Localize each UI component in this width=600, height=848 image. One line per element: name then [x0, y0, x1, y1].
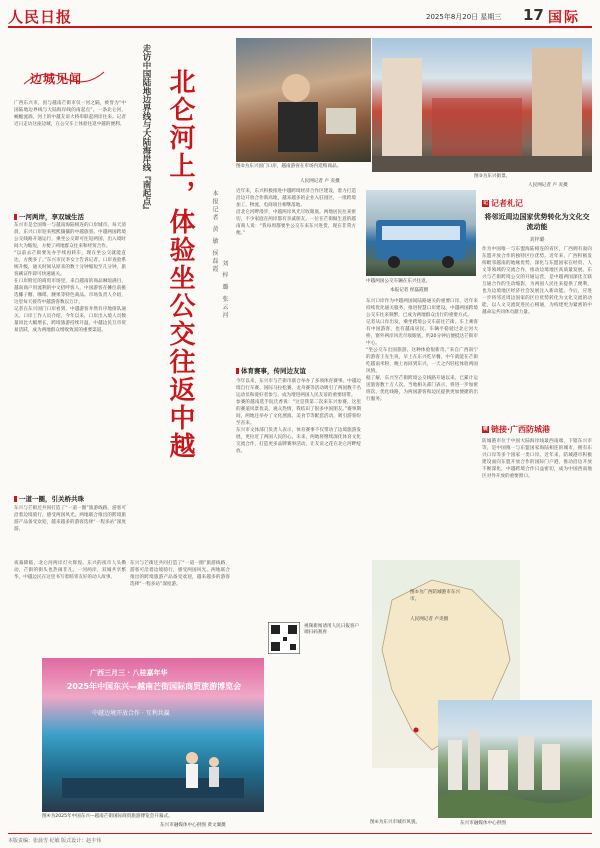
headline-title: 北仑河上，体验坐公交往返中越 — [165, 68, 195, 460]
photo-map-caption: 图⑤为广西防城港市东兴市。 — [410, 590, 461, 602]
paragraph: 东兴与芒街还共同打造了“一道一圈”旅游线路，游客可沿着边境骑行，感受两国风光。两地联合推出的跨境旅游产品备受欢迎，越来越多的游客选择“一程多站”深度游。 — [130, 561, 230, 587]
side-box-heading: 记 记者札记 — [482, 199, 523, 208]
paragraph: 记者在东兴国门口岸看到，中越游客井然有序地排队通关。口岸工作人员介绍，今年以来，口岸出入境人员数量同比大幅增长，跨境旅游持续升温，中越边民互市贸易活跃，成为两地群众增收致富的重要渠道。 — [14, 307, 126, 333]
photo-bus-caption: 中越两国公交车辆在东兴往返。 — [366, 279, 431, 284]
photo-market-caption: 图②为东兴国门口岸，越南游客在市场内选购商品。 — [236, 164, 342, 169]
photo-city — [438, 700, 592, 818]
paragraph: “以前去芒街要先办手续再转车，现在坐公交就能直达，方便多了。”东兴市民李女士告诉记者。口岸查验系统升级，通关时间从原来的数十分钟缩短至几分钟，旅客刷证件即可快速通关。 — [14, 251, 126, 277]
photo-street-image-icon — [372, 38, 592, 172]
section-heading-1: 一河两岸，享双城生活 — [14, 212, 126, 221]
masthead — [8, 6, 592, 28]
paragraph: 今年以来，东兴市与芒街市联合举办了多项体育赛事。中越边境自行车赛、国际马拉松赛、龙舟赛等活动吸引了两国数千名运动员和爱好者参与，成为增进两国人民友谊的重要纽带。 — [236, 379, 361, 398]
article-column — [130, 560, 230, 654]
link-box-heading: 链 链接·广西防城港 — [482, 425, 551, 434]
byline-2: 刘 梓 璐 张云河 — [221, 260, 228, 320]
article-column — [236, 188, 356, 356]
byline-1: 本报记者 黄 敏 侯磊霞 — [211, 190, 218, 274]
article-column — [14, 505, 126, 557]
paragraph: 参赛的越南选手阮氏香说：“这是我第二次来东兴参赛，这里的赛道风景优美，观众热情，我结识了很多中国朋友。”赛事期间，两地还举办了文化展演、美食节等配套活动，吸引游客纷至沓来。 — [236, 400, 361, 426]
note-icon: 记 — [482, 200, 488, 206]
photo-stage-caption: 图④为2025年中国东兴—越南芒街国际商贸旅游博览会开幕式。 — [42, 814, 173, 819]
paragraph: 东兴与芒街还共同打造了“一道一圈”旅游线路，游客可沿着边境骑行，感受两国风光。两地联合推出的跨境旅游产品备受欢迎，越来越多的游客选择“一程多站”深度游。 — [14, 506, 126, 532]
photo-bus — [366, 190, 476, 276]
paragraph: 东兴市文体部门负责人表示，体育赛事不仅带动了边境旅游发展，更拉近了两国人民的心。未来，两地将继续深化体育文化交流合作，打造更多品牌赛事活动，让友谊之花在北仑河畔绽放。 — [236, 428, 361, 454]
heading-bar-icon — [236, 368, 239, 374]
heading-bar-icon — [14, 496, 17, 502]
link-icon: 链 — [482, 426, 488, 432]
page-number: 17 — [523, 6, 544, 24]
photo-market — [236, 38, 371, 162]
paragraph: 记者从口岸出发，乘坐跨境公交车前往芒街。车上乘客有中国游客，也有越南居民。车辆平稳驶过北仑河大桥，窗外两岸风光尽收眼底，约20分钟后便抵达芒街市中心。 — [366, 320, 478, 346]
photo-street — [372, 38, 592, 172]
paragraph: 在口岸附近的商贸市场里，来自越南的商品琳琅满目，越南商户用流利的中文招呼客人，中国游客在摊位前挑选椰子糖、咖啡、腰果等特色商品。市场负责人介绍，这里每天接待中越游客数以万计。 — [14, 279, 126, 305]
photo-stage — [42, 658, 264, 812]
paragraph: 东兴市是全国唯一与越南海陆相连的口岸城市。每天清晨，东兴口岸迎来熙熙攘攘的中越旅客。中越两国跨境公交线路开通运行，乘坐公交即可往返两国，出入境时间大为缩短，方便了两地群众往来和经贸合作。 — [14, 223, 126, 249]
side-box-text: 作为中国唯一与东盟海陆相连的省区，广西拥有面向东盟开放合作的独特区位优势。近年来，广西积极发挥毗邻越南的地缘优势，深化与东盟国家在经贸、人文等领域的交流合作，推动边境地区高质量发展。东兴与芒街跨境公交的开通运营，是中越两国深化互联互通合作的生动缩影，为两国人民往来提供了便利，也为边境地区经济社会发展注入新动能。今后，应进一步将邻近周边国家的区位优势转化为文化交流的动能，以人文交流促进民心相通，为构建更为紧密的中越命运共同体贡献力量。 — [482, 247, 592, 315]
photo-city-credit: 东兴市融媒体中心供图 — [460, 821, 506, 826]
stage-banner-top: 广西三月三 · 八桂嘉年华 — [90, 669, 168, 677]
section-heading-3: 一道一圈，引关桥共珠 — [14, 494, 126, 503]
stage-performers-icon — [42, 658, 264, 812]
qr-box — [268, 620, 362, 656]
photo-city-caption: 图⑥为东兴市城市风貌。 — [370, 820, 421, 825]
photo-stage-credit: 东兴市融媒体中心供图 黄文翼摄 — [160, 823, 226, 828]
paragraph: 夜幕降临，北仑河两岸灯火辉煌。东兴的夜市人头攒动，芒街的街头也热闹非凡。一河两岸，双城共享繁华，中越边民在这里书写着睦邻友好的动人故事。 — [14, 561, 126, 580]
issue-date: 2025年8月20日 星期三 — [426, 13, 502, 21]
link-box-text: 防城港市位于中国大陆海岸线最西南端，下辖东兴市等，是中国唯一与东盟国家海陆相连的城市，拥有东兴口岸等多个国家一类口岸。近年来，防城港市积极建设面向东盟开放合作的国际门户港，推动沿边开放不断深化，中越跨境合作日益密切，成为中国西南地区对外开放的重要窗口。 — [482, 439, 592, 479]
paragraph: 东兴口岸作为中越两国间陆路通关的重要口岸，近年来持续优化通关服务，推进智慧口岸建设。中越两国跨境公交车往来频繁，已成为两地群众出行的重要方式。 — [366, 299, 478, 318]
footer-editors: 本版责编：张晨雪 纪敏 版式设计：赵丰伟 — [8, 833, 592, 844]
photo-city-image-icon — [438, 700, 592, 818]
side-box-author: 刘梓璐 — [529, 237, 545, 243]
photo-street-credit: 人民网记者 卢 炎摄 — [528, 183, 568, 188]
photo-map-credit: 人民网记者 卢炎摄 — [410, 617, 449, 622]
stage-banner-sub: 中越边境开放合作 · 互利共赢 — [92, 710, 170, 717]
paragraph: 据了解，东兴至芒街跨境公交线路开通以来，已累计运送旅客数十万人次。当地相关部门表示，将进一步加密班次、优化线路，为两国游客和边民提供更加便捷的出行服务。 — [366, 376, 478, 402]
heading-bar-icon — [14, 214, 17, 220]
stage-banner-main: 2025年中国东兴—越南芒街国际商贸旅游博览会 — [66, 682, 242, 691]
paragraph: 近年来，东兴积极推进中越跨境经济合作区建设，着力打造沿边开放合作新高地，越来越多的企业入驻园区，一批跨境加工、物流、电商项目相继落地。 — [236, 189, 356, 208]
section-name: 国际 — [548, 10, 580, 26]
paragraph: “坐公交车出国旅游，这种体验很新奇。”来自广西南宁的游客王先生说，早上在东兴吃早餐，中午就能在芒街吃越南米粉，晚上再回到东兴，一天之内轻松体验两国风情。 — [366, 348, 478, 374]
newspaper-logo: 人民日报 — [8, 8, 73, 26]
qr-code-icon[interactable] — [268, 622, 300, 654]
intro-paragraph: 广西东兴市，因与越南芒街市仅一河之隔，被誉为“中国陆地边界线与大陆海岸线的南起点”。一条北仑河，蜿蜒流淌，河上的中越友谊大桥串联起两岸往来。记者近日走访这座边城，在公交车上体验往返中越的便利。 — [14, 101, 126, 127]
photo-market-image-icon — [236, 38, 371, 162]
column-logo — [22, 64, 106, 90]
photo-market-credit: 人民网记者 卢 炎摄 — [300, 179, 340, 184]
column-name: 边城见闻 — [30, 72, 83, 86]
article-column — [14, 222, 126, 490]
article-column — [236, 378, 361, 550]
article-column — [366, 298, 478, 494]
photo-street-caption: 图③为东兴街景。 — [474, 174, 511, 179]
article-column — [14, 560, 126, 654]
paragraph: 沿北仑河畔漫步，中越两岸风光尽收眼底。两地居民往来密切，不少家庭在两岸都有亲戚朋友。一位在芒街做生意的越南商人说：“我每周都要坐公交车来东兴进货，现在非常方便。” — [236, 210, 356, 236]
side-box-title: 将邻近周边国家优势转化为文化交流动能 — [484, 213, 590, 231]
section-heading-2: 体育赛事，传同边友谊 — [236, 366, 361, 375]
photo-bus-credit: 本报记者 侯磊霞摄 — [390, 288, 429, 293]
photo-bus-image-icon — [366, 190, 476, 276]
headline-subtitle: 走访中国陆地边界线与大陆海岸线『南起点』 — [141, 44, 151, 214]
qr-label: 视频新闻请用人民日报客户端扫码观看 — [304, 624, 360, 636]
